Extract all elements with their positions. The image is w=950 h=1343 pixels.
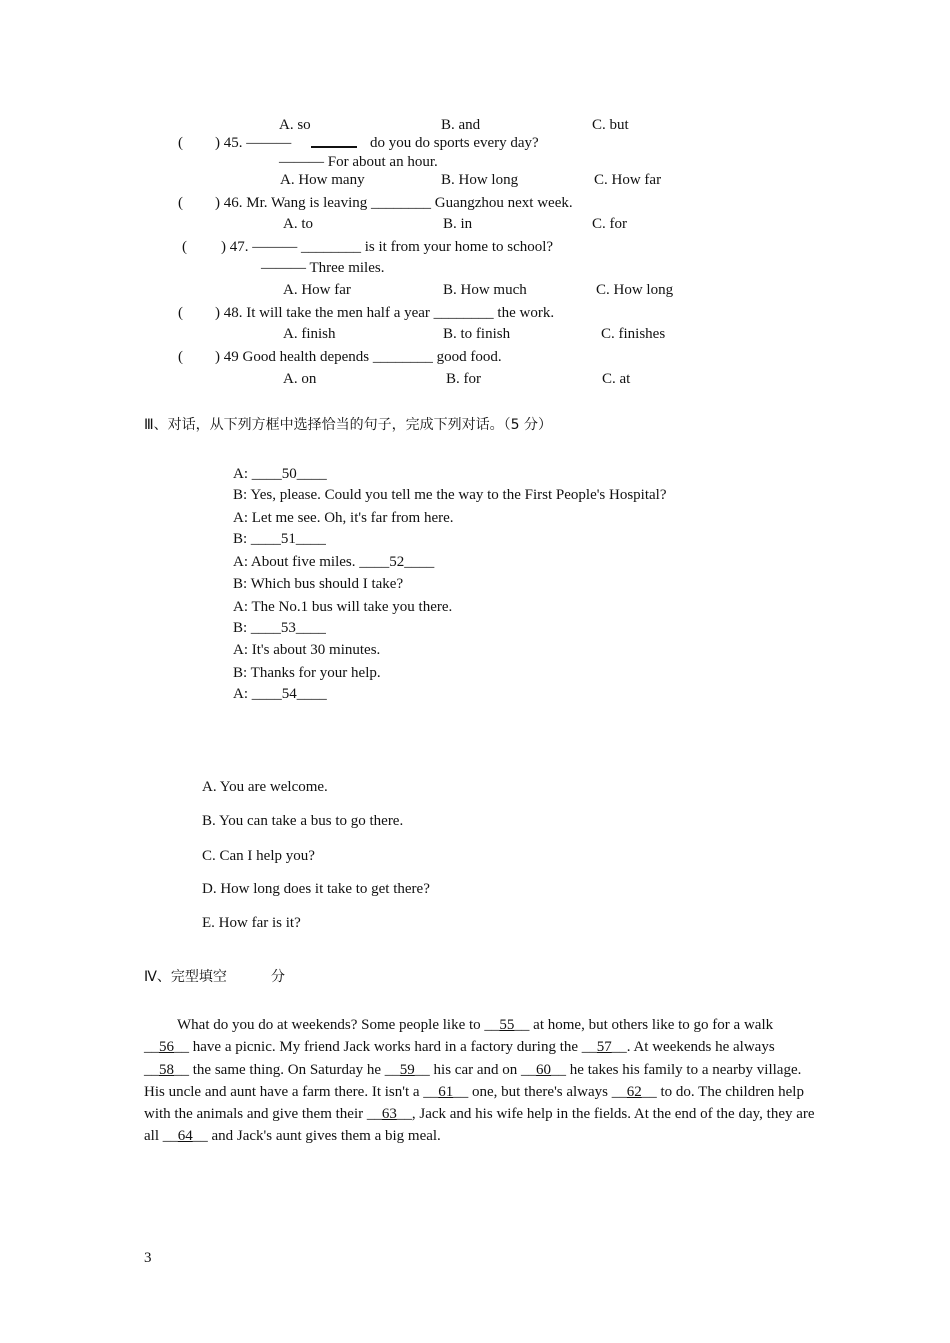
q49-option-c: C. at — [602, 371, 631, 387]
q46-option-a: A. to — [283, 216, 313, 232]
q44-option-b: B. and — [441, 117, 481, 133]
q45-paren: ( — [178, 135, 183, 151]
q47-paren: ( — [182, 239, 187, 255]
dialogue-line: A: ____50____ — [233, 466, 327, 482]
dialogue-line: B: Which bus should I take? — [233, 576, 404, 592]
q45-number: ) 45. ——— — [215, 135, 292, 151]
dialogue-line: A: Let me see. Oh, it's far from here. — [233, 510, 454, 526]
q47-stem: ) 47. ——— ________ is it from your home to school? — [221, 239, 554, 255]
q47-reply: ——— Three miles. — [261, 260, 385, 276]
choice-item: C. Can I help you? — [202, 848, 315, 864]
q45-stem: do you do sports every day? — [370, 135, 539, 151]
choice-item: B. You can take a bus to go there. — [202, 813, 404, 829]
blank-56: 56 — [159, 1039, 174, 1056]
q45-option-b: B. How long — [441, 172, 519, 188]
dialogue-line: A: About five miles. ____52____ — [233, 554, 435, 570]
q49-paren: ( — [178, 349, 183, 365]
q45-option-a: A. How many — [280, 172, 365, 188]
q48-option-a: A. finish — [283, 326, 336, 342]
dialogue-line: A: The No.1 bus will take you there. — [233, 599, 453, 615]
q48-stem: ) 48. It will take the men half a year ________ the work. — [215, 305, 555, 321]
blank-60: 60 — [536, 1061, 552, 1078]
q49-option-a: A. on — [283, 371, 317, 387]
blank-64: 64 — [177, 1128, 193, 1145]
blank-61: 61 — [438, 1083, 454, 1100]
blank-58: 58 — [159, 1061, 174, 1078]
section4-heading: Ⅳ、完型填空 — [144, 969, 227, 985]
choice-item: E. How far is it? — [202, 915, 301, 931]
q47-option-b: B. How much — [443, 282, 527, 298]
blank-57: 57 — [596, 1039, 612, 1056]
q44-option-c: C. but — [592, 117, 629, 133]
section3-heading: Ⅲ、对话，从下列方框中选择恰当的句子，完成下列对话。（5 分） — [144, 417, 553, 433]
q46-option-b: B. in — [443, 216, 473, 232]
q45-blank — [311, 134, 357, 153]
blank-55: 55 — [499, 1017, 515, 1033]
blank-62: 62 — [626, 1083, 642, 1100]
section4-heading-suffix: 分 — [271, 969, 285, 985]
dialogue-line: B: Thanks for your help. — [233, 665, 381, 681]
choice-item: A. You are welcome. — [202, 779, 328, 795]
q46-option-c: C. for — [592, 216, 627, 232]
dialogue-line: B: ____51____ — [233, 531, 326, 547]
dialogue-line: B: ____53____ — [233, 620, 326, 636]
q44-option-a: A. so — [279, 117, 311, 133]
q49-stem: ) 49 Good health depends ________ good food. — [215, 349, 502, 365]
page-number: 3 — [144, 1250, 152, 1266]
cloze-passage: What do you do at weekends? Some people like to __55__ at home, but others like to go for a walk __56__ have a picnic. My friend Jack works hard in a factory during the __57__. At weekends he always __58__ the same thing. On Saturday he __59__ his car and on __60__ he takes his family to a nearby village. His uncle and aunt have a farm there. It isn't a __61__ one, but there's always __62__ to do. The children help with the animals and give them their __63__, Jack and his wife help in the fields. At the end of the day, they are all __64__ and Jack's aunt gives them a big meal. — [144, 1017, 815, 1145]
q48-option-c: C. finishes — [601, 326, 666, 342]
choice-item: D. How long does it take to get there? — [202, 881, 430, 897]
dialogue-line: A: It's about 30 minutes. — [233, 642, 381, 658]
q47-option-c: C. How long — [596, 282, 674, 298]
q46-paren: ( — [178, 195, 183, 211]
blank-59: 59 — [399, 1061, 415, 1078]
dialogue-line: B: Yes, please. Could you tell me the way to the First People's Hospital? — [233, 487, 667, 503]
q45-option-c: C. How far — [594, 172, 662, 188]
dialogue-line: A: ____54____ — [233, 686, 327, 702]
q47-option-a: A. How far — [283, 282, 351, 298]
q49-option-b: B. for — [446, 371, 481, 387]
q48-option-b: B. to finish — [443, 326, 511, 342]
q48-paren: ( — [178, 305, 183, 321]
q46-stem: ) 46. Mr. Wang is leaving ________ Guangzhou next week. — [215, 195, 573, 211]
blank-63: 63 — [381, 1106, 397, 1123]
q45-reply: ——— For about an hour. — [279, 154, 438, 170]
